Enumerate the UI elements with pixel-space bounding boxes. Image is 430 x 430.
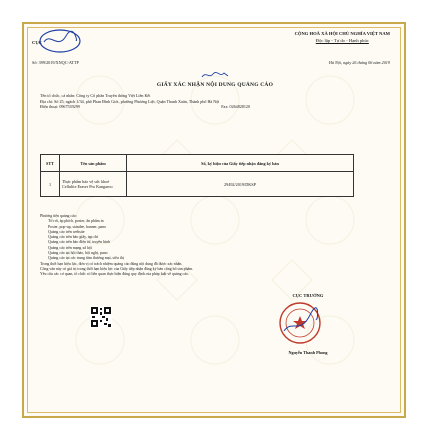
list-item: Quảng cáo trên báo điện tử, truyền hình [48, 240, 110, 245]
note-1: Trong thời hạn hiệu lực, đơn vị có trách nhiệm quảng cáo đúng nội dung đã được xác nhận. [40, 261, 183, 266]
note-2: Công văn này có giá trị trong thời hạn hiệu lực của Giấy tiếp nhận đăng ký bản công bố sản phẩm. [40, 266, 194, 271]
document-meta-row [32, 60, 390, 65]
col-header-product: Tên sản phẩm [60, 155, 127, 172]
media-list [40, 219, 380, 261]
signer-name: Nguyễn Thanh Phong [288, 350, 328, 355]
cell-product-name: Thực phẩm bảo vệ sức khoẻ Cellulite Eraser Pro Kangaroo [60, 172, 127, 197]
document-title: GIẤY XÁC NHẬN NỘI DUNG QUẢNG CÁO [156, 82, 274, 88]
table-row [41, 172, 354, 197]
list-item: Quảng cáo tại hội thảo, hội nghị, pano [48, 251, 108, 256]
list-item: Tờ rơi, áp phích, poster, ấn phẩm in [48, 219, 104, 224]
document-number: Số: 399/2019/XNQC-ATTP [32, 60, 79, 65]
fax-line: Fax: 0264828120 [221, 104, 250, 110]
agency-logo-icon [38, 28, 82, 54]
cell-stt: 1 [41, 172, 60, 197]
col-header-registration: Số, ký hiệu của Giấy tiếp nhận đăng ký bản [127, 155, 354, 172]
address-line: Địa chỉ: Số 25, ngách 1/34, phố Phan Đình Giót, phường Phương Liệt, Quận Thanh Xuân, Thành phố Hà Nội [40, 98, 220, 104]
agency-line: CỤC [32, 40, 42, 45]
table-header-row [41, 155, 354, 172]
list-item: Quảng cáo trên mạng xã hội [48, 245, 92, 250]
phone-line: Điện thoại: 0967539299 [40, 104, 80, 110]
qr-code-icon [90, 306, 112, 328]
list-item: Poster, pop-up, standee, banner, pano [48, 224, 107, 229]
content-heading: Phương tiện quảng cáo: [40, 214, 77, 218]
contact-row [40, 104, 380, 110]
list-item: Quảng cáo trên website [48, 229, 85, 234]
advertising-content [40, 214, 380, 278]
republic-line-2: Độc lập - Tự do - Hạnh phúc [315, 38, 369, 43]
applicant-info [40, 93, 380, 110]
republic-header [295, 30, 390, 44]
list-item: Quảng cáo tại các trung tâm thương mại, siêu thị [48, 256, 124, 261]
registration-table [40, 154, 354, 197]
col-header-stt: STT [41, 155, 60, 172]
company-line: Tên tổ chức, cá nhân: Công ty Cổ phần Truyền thông Việt Liên Kết [40, 93, 151, 98]
document-date: Hà Nội, ngày 26 tháng 06 năm 2019 [328, 60, 390, 65]
signer-title: CỤC TRƯỞNG [292, 293, 324, 298]
list-item: Quảng cáo trên báo giấy, tạp chí [48, 235, 99, 240]
note-3: Yêu cầu các cơ quan, tổ chức có liên quan thực hiện đúng quy định của pháp luật về quảng cáo. [40, 272, 189, 277]
republic-line-1: CỘNG HOÀ XÃ HỘI CHỦ NGHĨA VIỆT NAM [294, 31, 390, 36]
cell-registration-number: 29492/2019/DKSP [127, 172, 354, 197]
official-stamp-icon [278, 301, 322, 345]
initial-signature-icon [200, 70, 230, 80]
